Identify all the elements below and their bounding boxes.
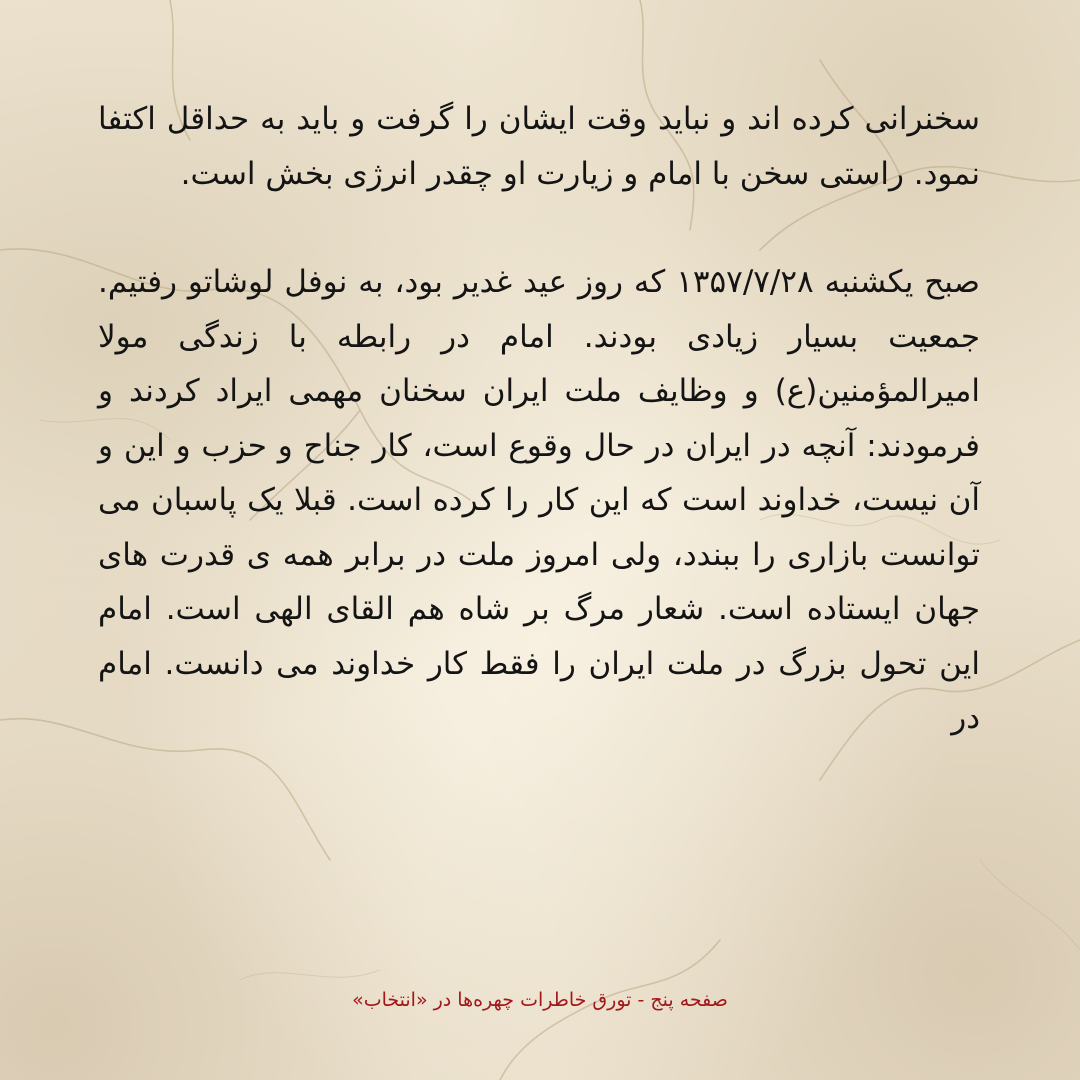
- footer-caption: صفحه پنج - تورق خاطرات چهره‌ها در «انتخاب»: [352, 989, 728, 1011]
- paragraph-1: سخنرانی کرده اند و نباید وقت ایشان را گرفت و باید به حداقل اکتفا نمود. راستی سخن با امام و زیارت او چقدر انرژی بخش است.: [98, 101, 980, 192]
- paragraph-2: صبح یکشنبه ۱۳۵۷/۷/۲۸ که روز عید غدیر بود، به نوفل لوشاتو رفتیم. جمعیت بسیار زیادی بودند. امام در رابطه با زندگی مولا امیرالمؤمنین(ع) و وظایف ملت ایران سخنان مهمی ایراد کردند و فرمودند: آنچه در ایران در حال وقوع است، کار جناح و حزب و این و آن نیست، خداوند است که این کار را کرده است. قبلا یک پاسبان می توانست بازاری را ببندد، ولی امروز ملت در برابر همه ی قدرت های جهان ایستاده است. شعار مرگ بر شاه هم القای الهی است. امام این تحول بزرگ در ملت ایران را فقط کار خداوند می دانست. امام در: [98, 264, 980, 736]
- article-body: [98, 92, 980, 746]
